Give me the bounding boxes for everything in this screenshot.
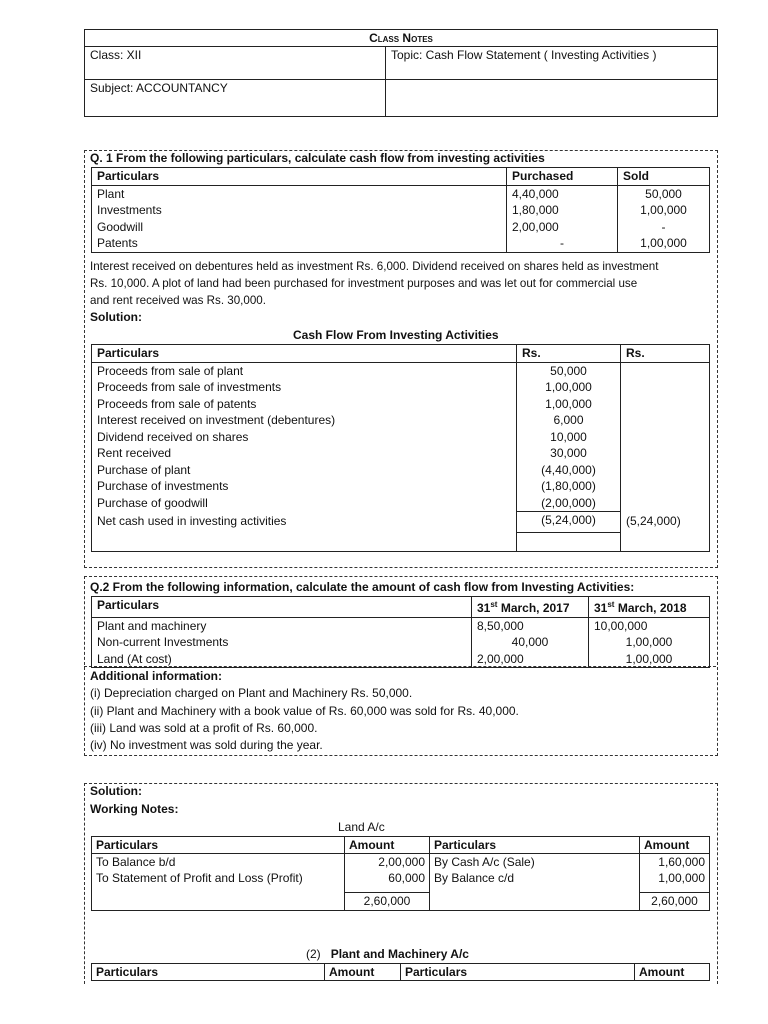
table-row: Purchase of plant (4,40,000) [92, 462, 710, 479]
table-row: Rent received 30,000 [92, 445, 710, 462]
land-col-particulars-cr: Particulars [429, 836, 640, 854]
table-row: Non-current Investments 40,000 1,00,000 [92, 634, 710, 651]
q1-particulars-table [91, 167, 710, 253]
table-row: Interest received on investment (debentures) 6,000 [92, 412, 710, 429]
pm-col-particulars-dr: Particulars [91, 963, 325, 981]
q2-col-2017: 31st March, 2017 [472, 597, 589, 618]
header-table [84, 29, 718, 117]
land-cr-particulars: By Cash A/c (Sale) By Balance c/d [429, 853, 640, 911]
cf-col-rs-1: Rs. [517, 345, 621, 363]
cash-flow-table [91, 344, 710, 552]
land-col-amount-dr: Amount [344, 836, 430, 854]
land-dr-amounts: 2,00,000 60,000 [344, 853, 430, 893]
land-account-title: Land A/c [338, 820, 385, 834]
land-total-dr: 2,60,000 [344, 892, 430, 911]
table-row: Purchase of investments (1,80,000) [92, 478, 710, 495]
net-cash-row [92, 512, 710, 533]
additional-info-4: (iv) No investment was sold during the year. [90, 738, 323, 752]
table-row: Land (At cost) 2,00,000 1,00,000 [92, 651, 710, 668]
class-label: Class: XII [85, 47, 386, 80]
pm-account-title: Plant and Machinery A/c [330, 947, 469, 961]
table-row: Plant and machinery 8,50,000 10,00,000 [92, 617, 710, 634]
pm-col-particulars-cr: Particulars [400, 963, 635, 981]
topic-label: Topic: Cash Flow Statement ( Investing Activities ) [386, 47, 718, 80]
cash-flow-title: Cash Flow From Investing Activities [293, 328, 499, 342]
land-total-cr: 2,60,000 [639, 892, 710, 911]
q1-text-line-3: and rent received was Rs. 30,000. [90, 294, 266, 307]
table-row: Plant 4,40,000 50,000 [92, 185, 710, 202]
additional-info-1: (i) Depreciation charged on Plant and Machinery Rs. 50,000. [90, 686, 413, 700]
land-col-amount-cr: Amount [639, 836, 710, 854]
q1-text-line-1: Interest received on debentures held as investment Rs. 6,000. Dividend received on shares held as investment [90, 260, 659, 273]
pm-account-heading: (2) Plant and Machinery A/c [306, 947, 469, 961]
additional-info-3: (iii) Land was sold at a profit of Rs. 60,000. [90, 721, 318, 735]
q2-solution-label: Solution: [90, 784, 142, 798]
page-title: Class Notes [85, 30, 718, 47]
land-col-particulars-dr: Particulars [91, 836, 345, 854]
table-row: Proceeds from sale of plant 50,000 [92, 362, 710, 379]
pm-col-amount-cr: Amount [634, 963, 710, 981]
table-row: Investments 1,80,000 1,00,000 [92, 202, 710, 219]
q1-col-particulars: Particulars [92, 168, 507, 186]
additional-info-label: Additional information: [90, 669, 222, 683]
net-cash-subtotal: (5,24,000) [517, 512, 621, 533]
table-row: Dividend received on shares 10,000 [92, 429, 710, 446]
q1-solution-label: Solution: [90, 310, 142, 324]
q1-col-sold: Sold [618, 168, 710, 186]
net-cash-total: (5,24,000) [621, 512, 710, 533]
subject-label: Subject: ACCOUNTANCY [85, 80, 386, 117]
table-row: Proceeds from sale of patents 1,00,000 [92, 396, 710, 413]
net-cash-label: Net cash used in investing activities [92, 512, 517, 533]
table-row: Patents - 1,00,000 [92, 235, 710, 252]
q1-question: Q. 1 From the following particulars, calculate cash flow from investing activities [90, 151, 545, 165]
land-dr-particulars: To Balance b/d To Statement of Profit and Loss (Profit) [91, 853, 345, 911]
q1-col-purchased: Purchased [507, 168, 618, 186]
pm-col-amount-dr: Amount [324, 963, 401, 981]
q2-col-particulars: Particulars [92, 597, 472, 618]
q2-balances-table [91, 596, 710, 668]
table-row: Purchase of goodwill (2,00,000) [92, 495, 710, 512]
additional-info-2: (ii) Plant and Machinery with a book value of Rs. 60,000 was sold for Rs. 40,000. [90, 704, 519, 718]
cf-col-particulars: Particulars [92, 345, 517, 363]
cf-col-rs-2: Rs. [621, 345, 710, 363]
table-row: Goodwill 2,00,000 - [92, 219, 710, 236]
q1-text-line-2: Rs. 10,000. A plot of land had been purchased for investment purposes and was let out for commercial use [90, 277, 638, 290]
q2-col-2018: 31st March, 2018 [589, 597, 710, 618]
table-row: Proceeds from sale of investments 1,00,000 [92, 379, 710, 396]
land-cr-amounts: 1,60,000 1,00,000 [639, 853, 710, 893]
working-notes-label: Working Notes: [90, 802, 179, 816]
q2-question: Q.2 From the following information, calculate the amount of cash flow from Investing Activities: [90, 580, 635, 594]
